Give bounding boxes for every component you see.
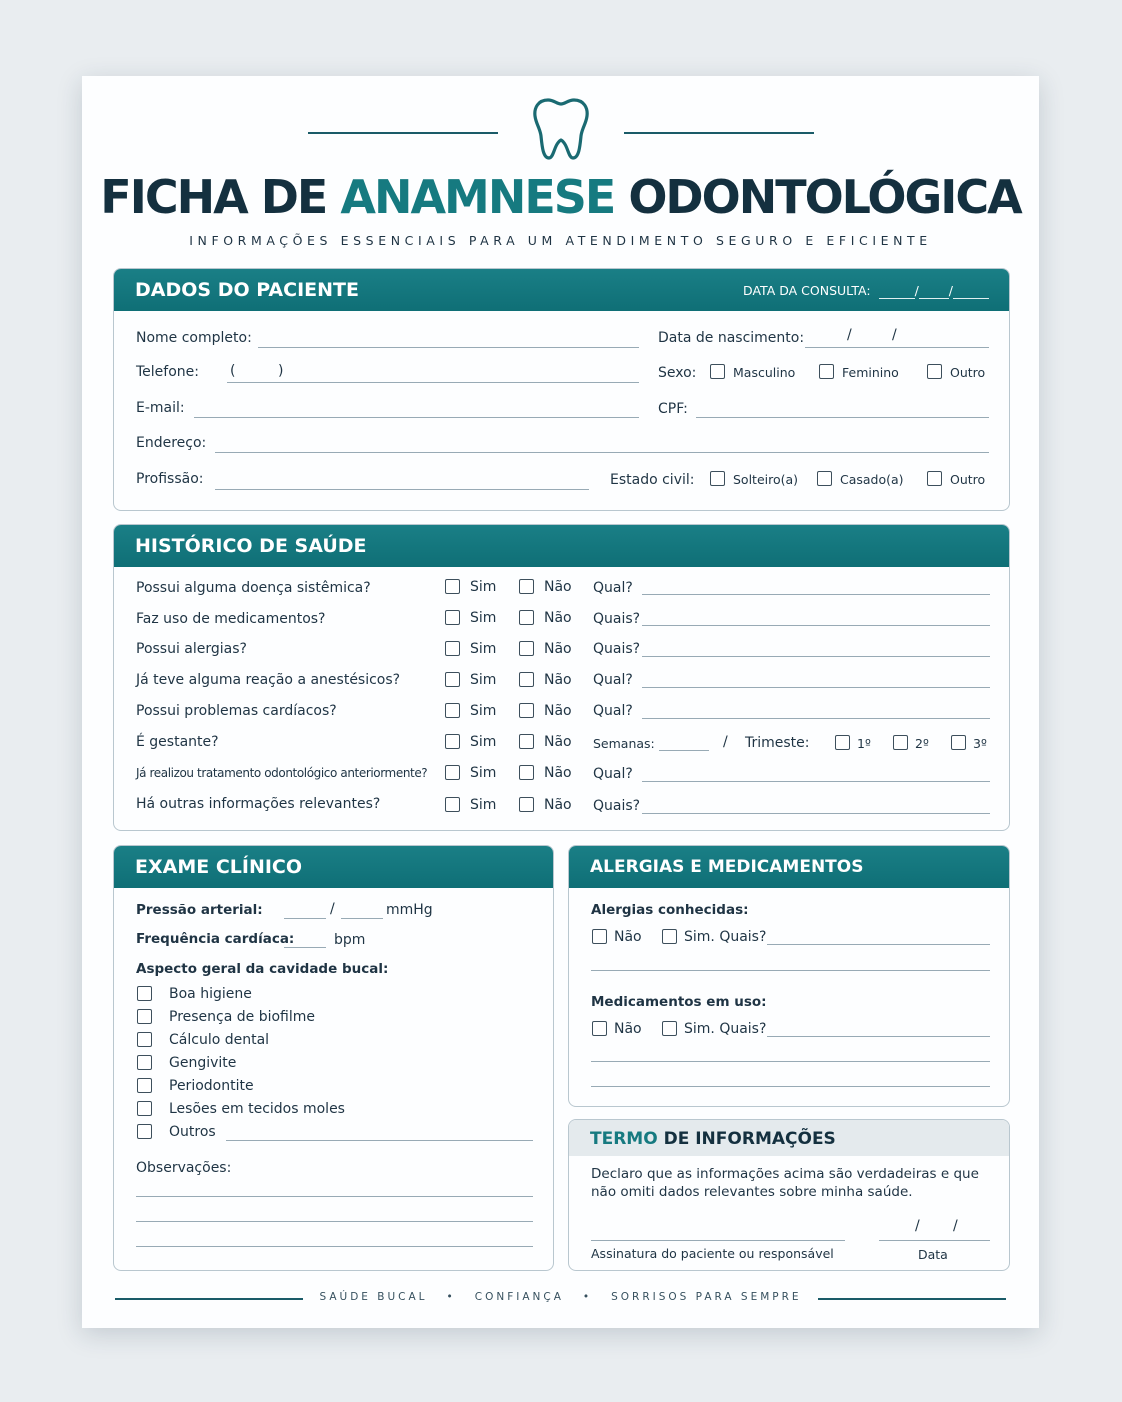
yes-label: Sim [470, 641, 497, 657]
followup-field[interactable] [642, 718, 990, 719]
trimester-option: 3º [973, 736, 987, 751]
followup-label: Qual? [593, 580, 633, 596]
health-question: Possui problemas cardíacos? [136, 703, 337, 719]
allergy-which-field[interactable] [767, 944, 990, 945]
observations-label: Observações: [136, 1160, 232, 1176]
trimester-option: 2º [915, 736, 929, 751]
no-checkbox[interactable] [519, 703, 534, 718]
meds-which-field[interactable] [767, 1036, 990, 1037]
yes-label: Sim [470, 765, 497, 781]
health-history-panel [113, 524, 1010, 831]
observations-line[interactable] [136, 1196, 533, 1197]
followup-label: Qual? [593, 703, 633, 719]
email-field[interactable] [194, 417, 639, 418]
civil-married-checkbox[interactable] [817, 471, 832, 486]
health-question: Possui alguma doença sistêmica? [136, 580, 371, 596]
terms-text-line: não omiti dados relevantes sobre minha saúde. [591, 1184, 913, 1200]
blood-pressure-label: Pressão arterial: [136, 902, 263, 918]
sex-other-checkbox[interactable] [927, 364, 942, 379]
heart-rate-label: Frequência cardíaca: [136, 931, 295, 947]
phone-field[interactable] [227, 382, 639, 383]
yes-checkbox[interactable] [445, 610, 460, 625]
no-checkbox[interactable] [519, 641, 534, 656]
civil-single-checkbox[interactable] [710, 471, 725, 486]
oral-option-checkbox[interactable] [137, 1009, 152, 1024]
health-panel-header: HISTÓRICO DE SAÚDE [114, 525, 1009, 567]
civil-option-label: Outro [950, 472, 986, 487]
medications-label: Medicamentos em uso: [591, 994, 767, 1010]
sex-option-label: Masculino [733, 365, 796, 380]
followup-field[interactable] [642, 656, 990, 657]
followup-field[interactable] [642, 594, 990, 595]
sex-label: Sexo: [658, 365, 697, 381]
health-question: Faz uso de medicamentos? [136, 611, 326, 627]
patient-panel-header: DADOS DO PACIENTE DATA DA CONSULTA: / / [114, 269, 1009, 311]
oral-option-label: Boa higiene [169, 986, 252, 1002]
weeks-label: Semanas: [593, 736, 655, 751]
page-subtitle: INFORMAÇÕES ESSENCIAIS PARA UM ATENDIMENTO SEGURO E EFICIENTE [189, 233, 932, 248]
sign-date-slash: / [953, 1218, 958, 1234]
followup-label: Quais? [593, 611, 641, 627]
no-checkbox[interactable] [519, 579, 534, 594]
pressure-slash: / [330, 901, 335, 917]
other-oral-field[interactable] [226, 1140, 533, 1141]
header-right-rule [624, 132, 814, 134]
no-checkbox[interactable] [519, 672, 534, 687]
allergies-panel-header: ALERGIAS E MEDICAMENTOS [569, 846, 1009, 888]
yes-checkbox[interactable] [445, 672, 460, 687]
oral-aspect-label: Aspecto geral da cavidade bucal: [136, 961, 389, 977]
patient-data-panel [113, 268, 1010, 511]
no-label: Não [544, 610, 572, 626]
followup-label: Qual? [593, 766, 633, 782]
oral-option-checkbox[interactable] [137, 1032, 152, 1047]
yes-checkbox[interactable] [445, 579, 460, 594]
oral-option-checkbox[interactable] [137, 1101, 152, 1116]
trimester-label: Trimeste: [745, 735, 810, 751]
observations-line[interactable] [136, 1221, 533, 1222]
oral-option-label: Periodontite [169, 1078, 254, 1094]
meds-no-checkbox[interactable] [592, 1021, 607, 1036]
trimester-option: 1º [857, 736, 871, 751]
heart-rate-unit: bpm [334, 932, 366, 948]
yes-checkbox[interactable] [445, 641, 460, 656]
sign-date-slash: / [915, 1218, 920, 1234]
yes-which-label: Sim. Quais? [684, 929, 767, 945]
exam-panel-header: EXAME CLÍNICO [114, 846, 553, 888]
known-allergies-label: Alergias conhecidas: [591, 902, 749, 918]
terms-panel-header: TERMO DE INFORMAÇÕES [569, 1120, 1009, 1156]
yes-label: Sim [470, 579, 497, 595]
heart-rate-field[interactable] [284, 947, 326, 948]
allergy-extra-line[interactable] [591, 970, 990, 971]
health-question: Há outras informações relevantes? [136, 796, 381, 812]
civil-option-label: Solteiro(a) [733, 472, 799, 487]
systolic-field[interactable] [284, 918, 326, 919]
page-title: FICHA DE ANAMNESE ODONTOLÓGICA [100, 170, 1021, 224]
clinical-exam-panel [113, 845, 554, 1271]
no-checkbox[interactable] [519, 734, 534, 749]
allergy-yes-checkbox[interactable] [662, 929, 677, 944]
sign-date-label: Data [918, 1247, 948, 1262]
no-label: Não [544, 797, 572, 813]
cpf-field[interactable] [696, 417, 989, 418]
sex-option-label: Feminino [842, 365, 899, 380]
footer-tagline: SAÚDE BUCAL • CONFIANÇA • SORRISOS PARA SEMPRE [319, 1291, 802, 1303]
no-label: Não [544, 672, 572, 688]
health-question: Possui alergias? [136, 641, 247, 657]
birth-date-field[interactable] [805, 347, 989, 348]
tooth-icon [532, 96, 590, 162]
no-checkbox[interactable] [519, 765, 534, 780]
cpf-label: CPF: [658, 401, 688, 417]
followup-field[interactable] [642, 687, 990, 688]
meds-yes-checkbox[interactable] [662, 1021, 677, 1036]
yes-label: Sim [470, 610, 497, 626]
no-checkbox[interactable] [519, 797, 534, 812]
sign-date-field[interactable] [879, 1240, 990, 1241]
oral-option-checkbox[interactable] [137, 1124, 152, 1139]
no-label: Não [544, 703, 572, 719]
followup-label: Quais? [593, 798, 641, 814]
birth-slash: / [847, 327, 852, 343]
followup-label: Qual? [593, 672, 633, 688]
sex-option-label: Outro [950, 365, 986, 380]
terms-text-line: Declaro que as informações acima são verdadeiras e que [591, 1166, 979, 1182]
civil-status-label: Estado civil: [610, 472, 695, 488]
yes-label: Sim [470, 703, 497, 719]
oral-option-label: Lesões em tecidos moles [169, 1101, 345, 1117]
meds-extra-line[interactable] [591, 1061, 990, 1062]
sex-male-checkbox[interactable] [710, 364, 725, 379]
weeks-slash: / [723, 734, 728, 750]
email-label: E-mail: [136, 400, 185, 416]
oral-option-checkbox[interactable] [137, 1078, 152, 1093]
yes-label: Sim [470, 672, 497, 688]
birth-slash: / [892, 327, 897, 343]
consult-date[interactable]: DATA DA CONSULTA: / / [743, 283, 989, 299]
observations-line[interactable] [136, 1246, 533, 1247]
followup-field[interactable] [642, 781, 990, 782]
followup-label: Quais? [593, 641, 641, 657]
trimester-2-checkbox[interactable] [893, 735, 908, 750]
no-label: Não [544, 641, 572, 657]
phone-paren: ) [278, 363, 284, 379]
header-left-rule [308, 132, 498, 134]
yes-label: Sim [470, 734, 497, 750]
oral-option-label: Cálculo dental [169, 1032, 270, 1048]
pressure-unit: mmHg [386, 902, 433, 918]
terms-panel [568, 1119, 1010, 1271]
weeks-field[interactable] [659, 750, 709, 751]
no-label: Não [614, 929, 642, 945]
signature-label: Assinatura do paciente ou responsável [591, 1246, 834, 1261]
trimester-3-checkbox[interactable] [951, 735, 966, 750]
health-question: Já teve alguma reação a anestésicos? [136, 672, 401, 688]
allergies-meds-panel [568, 845, 1010, 1107]
meds-extra-line[interactable] [591, 1086, 990, 1087]
oral-option-checkbox[interactable] [137, 986, 152, 1001]
name-field[interactable] [258, 347, 639, 348]
yes-which-label: Sim. Quais? [684, 1021, 767, 1037]
no-label: Não [544, 734, 572, 750]
no-label: Não [544, 765, 572, 781]
followup-field[interactable] [642, 625, 990, 626]
civil-other-checkbox[interactable] [927, 471, 942, 486]
signature-field[interactable] [591, 1240, 845, 1241]
trimester-1-checkbox[interactable] [835, 735, 850, 750]
yes-label: Sim [470, 797, 497, 813]
profession-field[interactable] [215, 489, 589, 490]
birth-label: Data de nascimento: [658, 330, 805, 346]
oral-option-checkbox[interactable] [137, 1055, 152, 1070]
no-label: Não [544, 579, 572, 595]
phone-label: Telefone: [136, 364, 199, 380]
oral-option-label: Presença de biofilme [169, 1009, 316, 1025]
civil-option-label: Casado(a) [840, 472, 904, 487]
health-question: Já realizou tratamento odontológico anteriormente? [136, 766, 428, 780]
address-field[interactable] [215, 452, 989, 453]
diastolic-field[interactable] [341, 918, 383, 919]
followup-field[interactable] [642, 813, 990, 814]
yes-checkbox[interactable] [445, 703, 460, 718]
yes-checkbox[interactable] [445, 765, 460, 780]
name-label: Nome completo: [136, 330, 252, 346]
allergy-no-checkbox[interactable] [592, 929, 607, 944]
anamnesis-form-page [82, 76, 1039, 1328]
oral-option-label: Gengivite [169, 1055, 237, 1071]
oral-option-label: Outros [169, 1124, 216, 1140]
yes-checkbox[interactable] [445, 797, 460, 812]
no-checkbox[interactable] [519, 610, 534, 625]
address-label: Endereço: [136, 435, 207, 451]
profession-label: Profissão: [136, 471, 204, 487]
yes-checkbox[interactable] [445, 734, 460, 749]
health-question: É gestante? [136, 734, 219, 750]
no-label: Não [614, 1021, 642, 1037]
phone-paren: ( [230, 363, 236, 379]
sex-female-checkbox[interactable] [819, 364, 834, 379]
